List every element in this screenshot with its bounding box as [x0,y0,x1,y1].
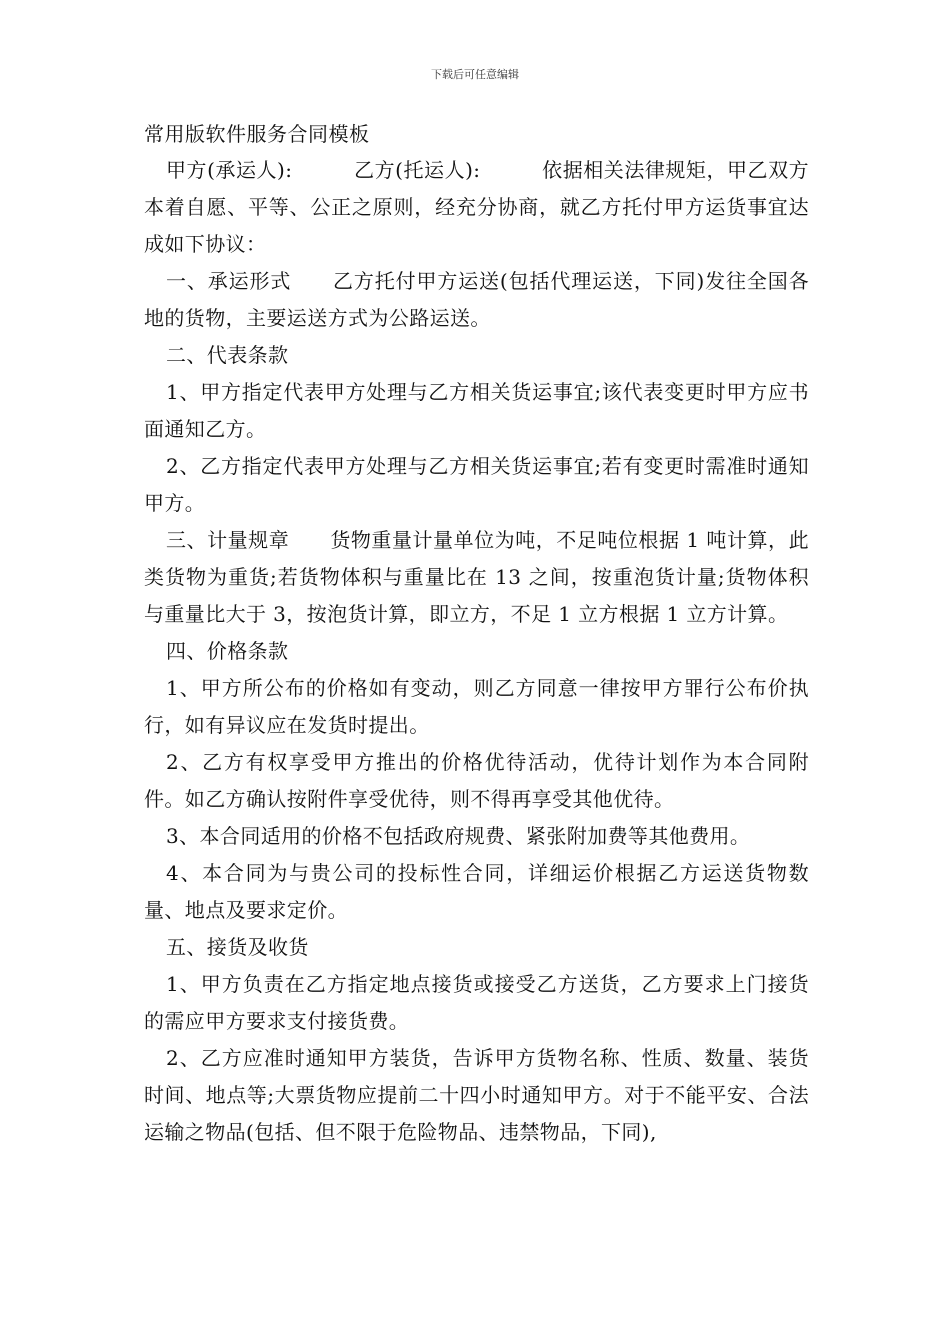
document-body [144,116,809,1151]
paragraph-clause: 3、本合同适用的价格不包括政府规费、紧张附加费等其他费用。 [166,824,751,848]
paragraph-clause: 1、甲方负责在乙方指定地点接货或接受乙方送货，乙方要求上门接货的需应甲方要求支付接货费。 [144,972,809,1033]
paragraph-clause: 2、乙方指定代表甲方处理与乙方相关货运事宜;若有变更时需准时通知甲方。 [144,454,809,515]
paragraph-clause: 2、乙方应准时通知甲方装货，告诉甲方货物名称、性质、数量、装货时间、地点等;大票货物应提前二十四小时通知甲方。对于不能平安、合法运输之物品(包括、但不限于危险物品、违禁物品，下同), [144,1046,809,1144]
header-note: 下载后可任意编辑 [431,68,519,81]
paragraph-section-4-heading: 四、价格条款 [166,639,289,663]
paragraph-section-2-heading: 二、代表条款 [166,343,289,367]
paragraph-section-3: 三、计量规章 货物重量计量单位为吨，不足吨位根据 1 吨计算，此类货物为重货;若货物体积与重量比在 13 之间，按重泡货计量;货物体积与重量比大于 3，按泡货计算，即立方，不足 1 立方根据 1 立方计算。 [144,528,809,626]
paragraph-clause: 1、甲方指定代表甲方处理与乙方相关货运事宜;该代表变更时甲方应书面通知乙方。 [144,380,809,441]
paragraph-clause: 2、乙方有权享受甲方推出的价格优待活动，优待计划作为本合同附件。如乙方确认按附件享受优待，则不得再享受其他优待。 [144,750,809,811]
document-title: 常用版软件服务合同模板 [144,122,370,146]
paragraph-section-5-heading: 五、接货及收货 [166,935,309,959]
paragraph-clause: 1、甲方所公布的价格如有变动，则乙方同意一律按甲方罪行公布价执行，如有异议应在发货时提出。 [144,676,809,737]
paragraph-intro: 甲方(承运人): 乙方(托运人): 依据相关法律规矩，甲乙双方本着自愿、平等、公正之原则，经充分协商，就乙方托付甲方运货事宜达成如下协议： [144,158,809,256]
paragraph-clause: 4、本合同为与贵公司的投标性合同，详细运价根据乙方运送货物数量、地点及要求定价。 [144,861,809,922]
paragraph-section-1: 一、承运形式 乙方托付甲方运送(包括代理运送，下同)发往全国各地的货物，主要运送方式为公路运送。 [144,269,809,330]
